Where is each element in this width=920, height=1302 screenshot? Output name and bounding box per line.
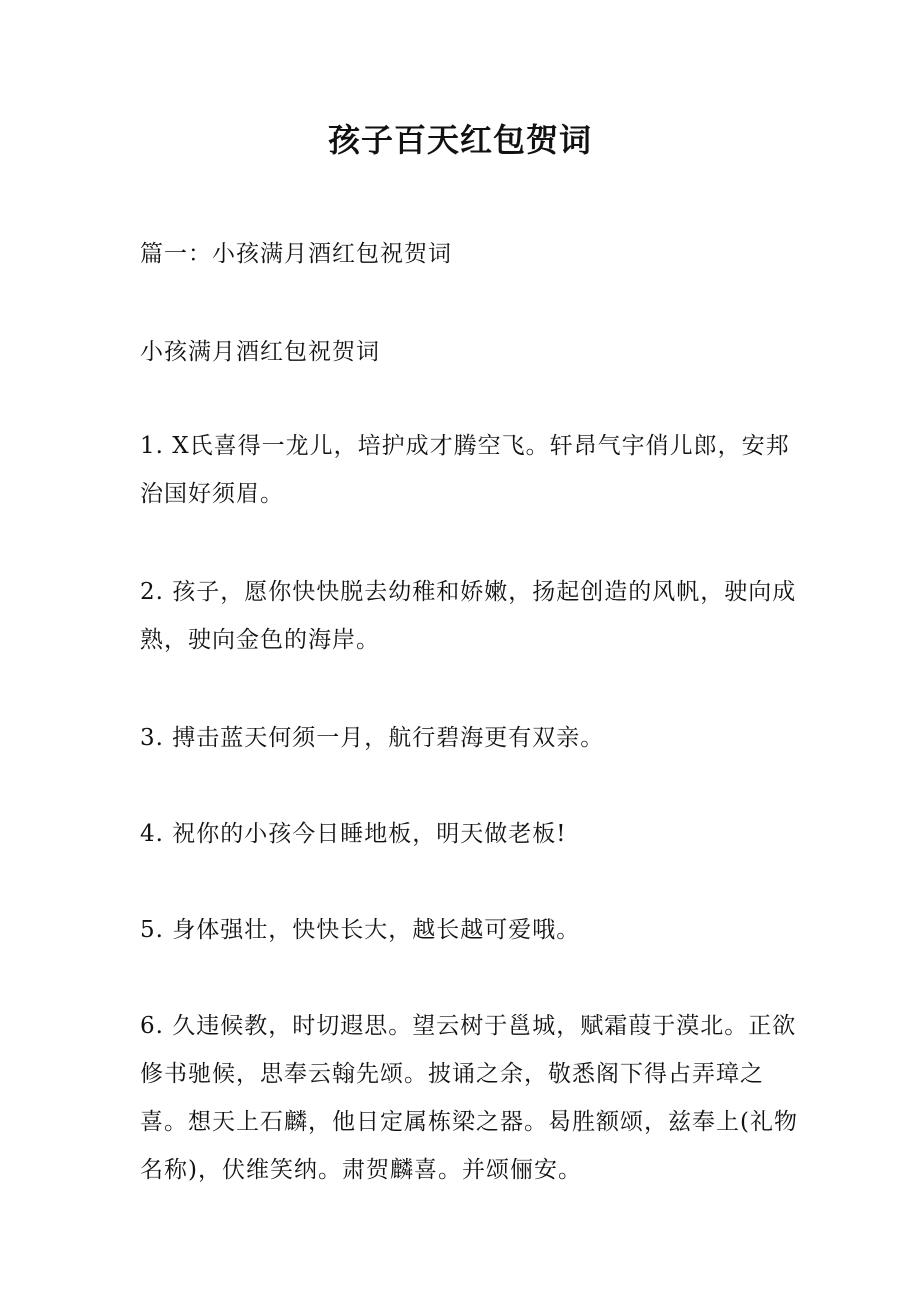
list-item: 4. 祝你的小孩今日睡地板，明天做老板! — [140, 821, 567, 847]
list-item: 1. X氏喜得一龙儿，培护成才腾空飞。轩昂气宇俏儿郎，安邦治国好须眉。 — [140, 433, 790, 507]
section-heading: 篇一：小孩满月酒红包祝贺词 — [140, 241, 452, 267]
document-title: 孩子百天红包贺词 — [327, 121, 592, 159]
list-item: 3. 搏击蓝天何须一月，航行碧海更有双亲。 — [140, 725, 605, 751]
list-item: 5. 身体强壮，快快长大，越长越可爱哦。 — [140, 917, 581, 943]
list-item: 2. 孩子，愿你快快脱去幼稚和娇嫩，扬起创造的风帆，驶向成熟，驶向金色的海岸。 — [140, 579, 797, 653]
subheading: 小孩满月酒红包祝贺词 — [140, 339, 380, 365]
list-item: 6. 久违候教，时切遐思。望云树于邕城，赋霜葭于漠北。正欲修书驰候，思奉云翰先颂。披诵之余，敬悉阁下得占弄璋之喜。想天上石麟，他日定属栋梁之器。曷胜额颂，兹奉上(礼物名称)，伏维笑纳。肃贺麟喜。并颂俪安。 — [140, 1013, 798, 1183]
